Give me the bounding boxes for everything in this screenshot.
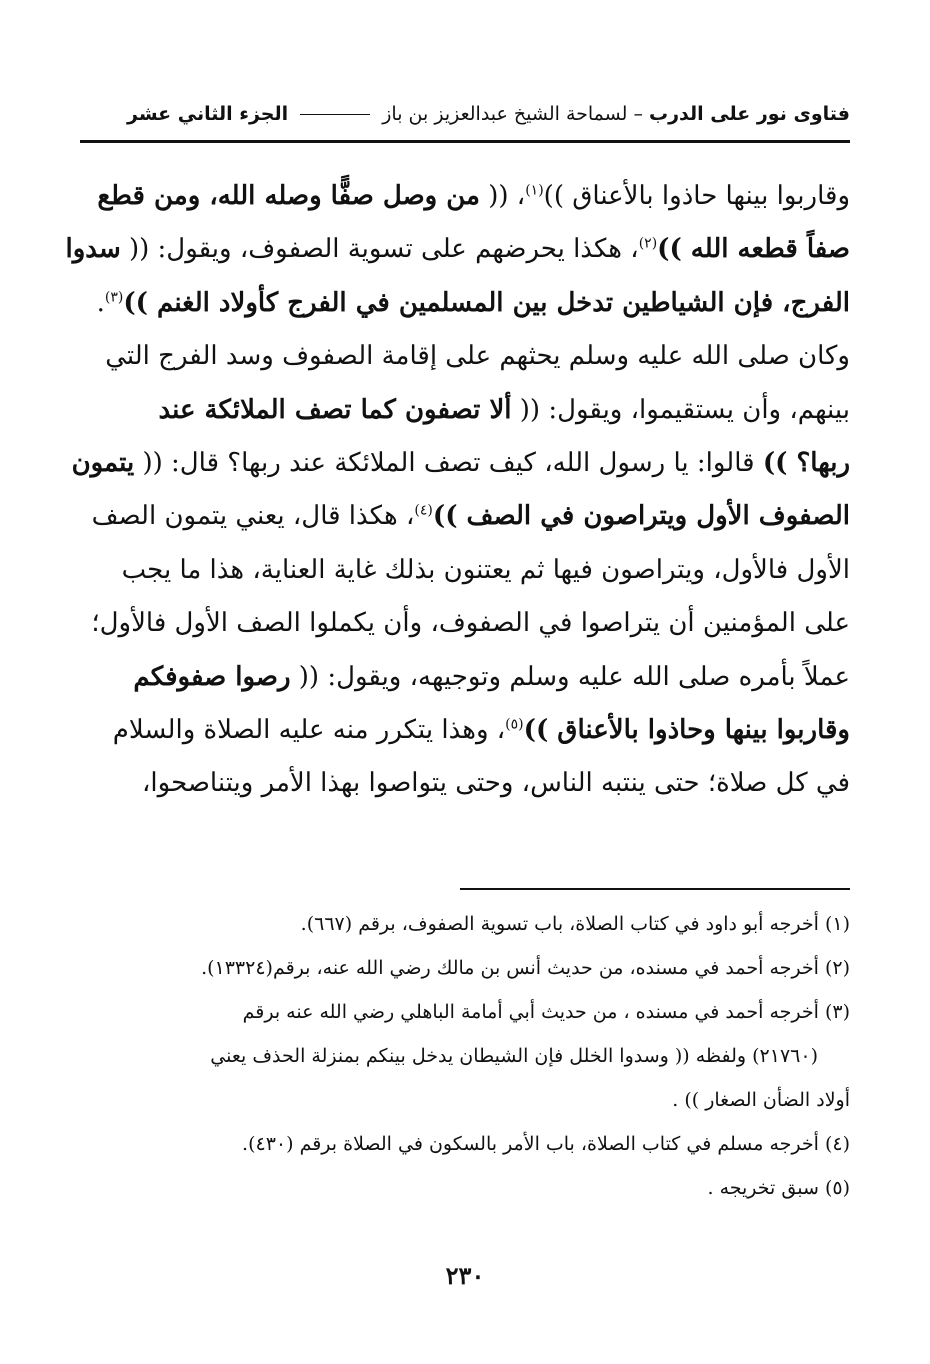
text-line bbox=[80, 490, 850, 543]
text-run: الأول فالأول، ويتراصون فيها ثم يعتنون بذلك غاية العناية، هذا ما يجب bbox=[121, 554, 850, 585]
hadith-quote: سدوا bbox=[65, 234, 121, 265]
header-rule bbox=[80, 140, 850, 143]
hadith-quote: صفاً قطعه الله )) bbox=[657, 234, 850, 265]
header-dash bbox=[300, 114, 370, 115]
footnote-ref: (١) bbox=[525, 182, 544, 199]
hadith-quote: وقاربوا بينها وحاذوا بالأعناق )) bbox=[523, 714, 850, 745]
footnote-ref: (٥) bbox=[505, 716, 524, 733]
text-run: قالوا: يا رسول الله، كيف تصف الملائكة عند ربها؟ قال: (( bbox=[134, 447, 763, 478]
footnote bbox=[80, 1166, 850, 1210]
footnote-text: أخرجه أحمد في مسنده، من حديث أنس بن مالك رضي الله عنه، برقم(١٣٣٢٤). bbox=[201, 957, 819, 979]
text-line bbox=[80, 544, 850, 597]
text-run: بينهم، وأن يستقيموا، ويقول: (( bbox=[511, 394, 850, 425]
text-run: على المؤمنين أن يتراصوا في الصفوف، وأن يكملوا الصف الأول فالأول؛ bbox=[91, 608, 850, 639]
footnotes bbox=[80, 902, 850, 1210]
header-separator: – bbox=[627, 103, 643, 125]
footnote-rule bbox=[460, 888, 850, 890]
footnote-text: أخرجه مسلم في كتاب الصلاة، باب الأمر بالسكون في الصلاة برقم (٤٣٠). bbox=[242, 1133, 819, 1155]
hadith-quote: من وصل صفًّا وصله الله، ومن قطع bbox=[97, 181, 480, 211]
text-line bbox=[80, 277, 850, 330]
footnote-text: (٢١٧٦٠) ولفظه (( وسدوا الخلل فإن الشيطان يدخل بينكم بمنزلة الحذف يعني bbox=[210, 1045, 818, 1067]
text-run: وكان صلى الله عليه وسلم يحثهم على إقامة الصفوف وسد الفرج التي bbox=[105, 341, 850, 372]
footnote-ref: (٢) bbox=[638, 235, 658, 252]
author-name: لسماحة الشيخ عبدالعزيز بن باز bbox=[382, 103, 628, 125]
footnote-number: (٤) bbox=[824, 1133, 850, 1155]
footnote-text: سبق تخريجه . bbox=[707, 1177, 819, 1199]
text-line bbox=[80, 651, 850, 704]
text-run: ، هكذا يحرضهم على تسوية الصفوف، ويقول: (( bbox=[120, 234, 639, 265]
hadith-quote: رصوا صفوفكم bbox=[133, 661, 291, 692]
footnote-continuation bbox=[80, 1078, 850, 1122]
footnote bbox=[80, 990, 850, 1034]
footnote-number: (٢) bbox=[824, 957, 850, 979]
footnote-ref: (٣) bbox=[104, 289, 124, 306]
text-line bbox=[80, 704, 850, 757]
hadith-quote: ربها؟ )) bbox=[762, 447, 850, 478]
text-line bbox=[80, 384, 850, 437]
hadith-quote: ألا تصفون كما تصف الملائكة عند bbox=[158, 394, 512, 425]
text-line bbox=[80, 757, 850, 810]
footnote-text: أخرجه أبو داود في كتاب الصلاة، باب تسوية الصفوف، برقم (٦٦٧). bbox=[300, 913, 819, 935]
text-line bbox=[80, 597, 850, 650]
book-title: فتاوى نور على الدرب bbox=[649, 103, 850, 125]
footnote-continuation bbox=[80, 1034, 850, 1078]
footnote bbox=[80, 1122, 850, 1166]
footnote-number: (٥) bbox=[824, 1177, 850, 1199]
page-number: ٢٣٠ bbox=[445, 1261, 485, 1290]
footnote bbox=[80, 902, 850, 946]
footnote-text: أخرجه أحمد في مسنده ، من حديث أبي أمامة الباهلي رضي الله عنه برقم bbox=[242, 1001, 819, 1023]
text-run: عملاً بأمره صلى الله عليه وسلم وتوجيهه، ويقول: (( bbox=[290, 661, 850, 692]
text-run: ، وهذا يتكرر منه عليه الصلاة والسلام bbox=[112, 714, 506, 745]
hadith-quote: يتمون bbox=[71, 447, 135, 478]
text-line bbox=[71, 437, 850, 490]
footnote-number: (١) bbox=[824, 913, 850, 935]
text-run: في كل صلاة؛ حتى ينتبه الناس، وحتى يتواصوا بهذا الأمر ويتناصحوا، bbox=[142, 768, 850, 799]
text-line bbox=[80, 330, 850, 383]
hadith-quote: الفرج، فإن الشياطين تدخل بين المسلمين في الفرج كأولاد الغنم )) bbox=[123, 287, 850, 318]
volume-label: الجزء الثاني عشر bbox=[127, 103, 289, 125]
text-run: ، (( bbox=[479, 181, 526, 211]
hadith-quote: الصفوف الأول ويتراصون في الصف )) bbox=[432, 501, 850, 532]
footnote bbox=[80, 946, 850, 990]
text-line bbox=[80, 170, 850, 223]
footnote-text: أولاد الضأن الصغار )) . bbox=[672, 1089, 850, 1111]
footnote-number: (٣) bbox=[824, 1001, 850, 1023]
footnote-ref: (٤) bbox=[414, 502, 433, 519]
text-run: ، هكذا قال، يعني يتمون الصف bbox=[91, 501, 415, 532]
main-text bbox=[65, 170, 850, 811]
text-line bbox=[65, 223, 850, 276]
text-run: . bbox=[96, 287, 105, 318]
text-run: وقاربوا بينها حاذوا بالأعناق )) bbox=[543, 181, 850, 211]
running-header bbox=[80, 94, 850, 134]
